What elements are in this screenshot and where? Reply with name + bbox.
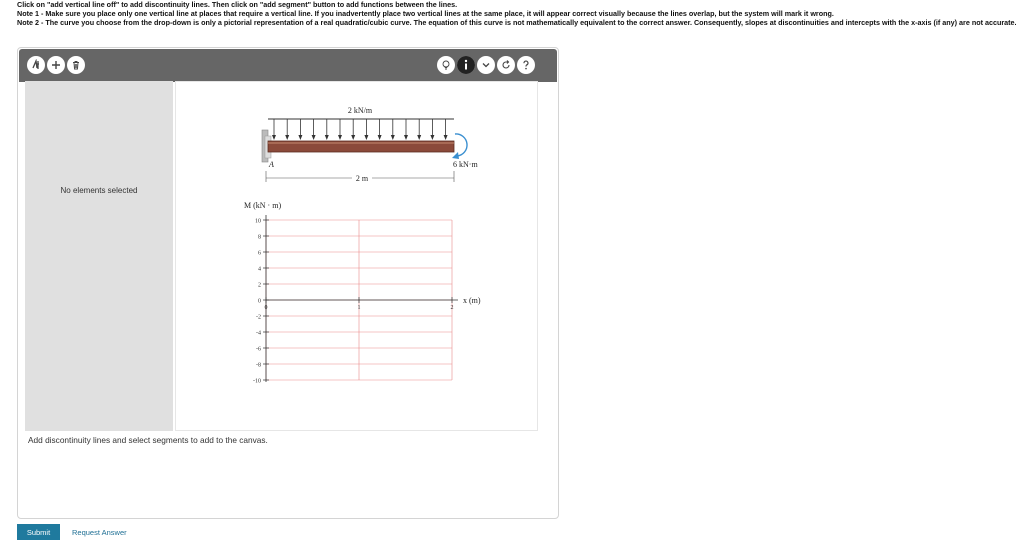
load-label: 2 kN/m xyxy=(347,106,373,115)
lightbulb-icon xyxy=(440,59,452,71)
x-tick-label: 2 xyxy=(450,305,454,311)
instruction-note-2: Note 2 - The curve you choose from the drop-down is only a pictorial representation of a real quadratic/cubic curve. The equation of this curve is not mathematically equivalent to the correct answer. Consequently, slopes at discontinuities and intercepts with the x-axis (if any) are not accurate. xyxy=(17,17,1017,27)
load-arrowhead xyxy=(272,135,276,140)
x-tick-label: 1 xyxy=(357,305,361,311)
plus-icon xyxy=(50,59,62,71)
load-arrowhead xyxy=(417,135,421,140)
moment-label: 6 kN·m xyxy=(453,160,478,169)
support-label: A xyxy=(269,160,274,169)
add-vertical-line-button[interactable] xyxy=(27,56,45,74)
load-arrowhead xyxy=(364,135,368,140)
help-icon xyxy=(520,59,532,71)
y-axis-title: M (kN · m) xyxy=(244,201,282,210)
load-arrowhead xyxy=(404,135,408,140)
moment-arrow xyxy=(455,134,467,156)
load-arrowhead xyxy=(391,135,395,140)
info-icon xyxy=(457,56,475,74)
instructions xyxy=(17,1,1017,27)
reset-button[interactable] xyxy=(497,56,515,74)
x-axis-title: x (m) xyxy=(463,296,481,305)
y-tick-label: 6 xyxy=(258,250,261,257)
y-tick-label: -2 xyxy=(256,314,261,321)
help-button[interactable] xyxy=(517,56,535,74)
y-tick-label: 8 xyxy=(258,234,261,241)
delete-button[interactable] xyxy=(67,56,85,74)
moment-grid xyxy=(266,215,458,382)
add-segment-button[interactable] xyxy=(47,56,65,74)
load-arrowhead xyxy=(430,135,434,140)
load-arrows xyxy=(272,119,448,140)
request-answer-link[interactable]: Request Answer xyxy=(72,528,127,537)
element-properties-pane xyxy=(25,81,173,431)
moment-arrowhead xyxy=(452,152,459,159)
load-arrowhead xyxy=(285,135,289,140)
hint-button[interactable] xyxy=(437,56,455,74)
chevron-down-icon xyxy=(480,59,492,71)
trash-icon xyxy=(70,59,82,71)
load-arrowhead xyxy=(378,135,382,140)
load-arrowhead xyxy=(338,135,342,140)
y-tick-label: -6 xyxy=(256,346,261,353)
y-tick-label: 10 xyxy=(255,218,261,225)
selection-status: No elements selected xyxy=(60,186,138,195)
y-tick-label: 0 xyxy=(258,298,261,305)
drawing-tool-panel xyxy=(17,47,559,519)
y-tick-label: -8 xyxy=(256,362,261,369)
drawing-canvas[interactable] xyxy=(175,81,538,431)
y-axis-ticks xyxy=(253,219,269,385)
load-arrowhead xyxy=(351,135,355,140)
y-tick-label: 2 xyxy=(258,282,261,289)
load-arrowhead xyxy=(298,135,302,140)
x-tick-label: 0 xyxy=(264,305,268,311)
submit-button[interactable]: Submit xyxy=(17,524,60,540)
vertical-line-icon xyxy=(30,59,42,71)
y-tick-label: -4 xyxy=(256,330,261,337)
load-arrowhead xyxy=(444,135,448,140)
y-tick-label: -10 xyxy=(253,378,261,385)
load-arrowhead xyxy=(312,135,316,140)
dropdown-button[interactable] xyxy=(477,56,495,74)
instruction-note-1: Note 1 - Make sure you place only one vertical line at places that require a vertical line. If you inadvertently place two vertical lines at the same place, it will appear correct visually because the lines overlap, but the system will mark it wrong. xyxy=(17,8,834,18)
canvas-svg xyxy=(176,82,537,430)
canvas-hint: Add discontinuity lines and select segments to add to the canvas. xyxy=(28,435,268,445)
y-tick-label: 4 xyxy=(258,266,261,273)
reset-icon xyxy=(500,59,512,71)
toolbar xyxy=(19,49,557,82)
length-label: 2 m xyxy=(355,174,369,183)
load-arrowhead xyxy=(325,135,329,140)
instruction-line-1: Click on "add vertical line off" to add discontinuity lines. Then click on "add segment" button to add functions between the lines. xyxy=(17,0,458,9)
info-button[interactable] xyxy=(457,56,475,74)
